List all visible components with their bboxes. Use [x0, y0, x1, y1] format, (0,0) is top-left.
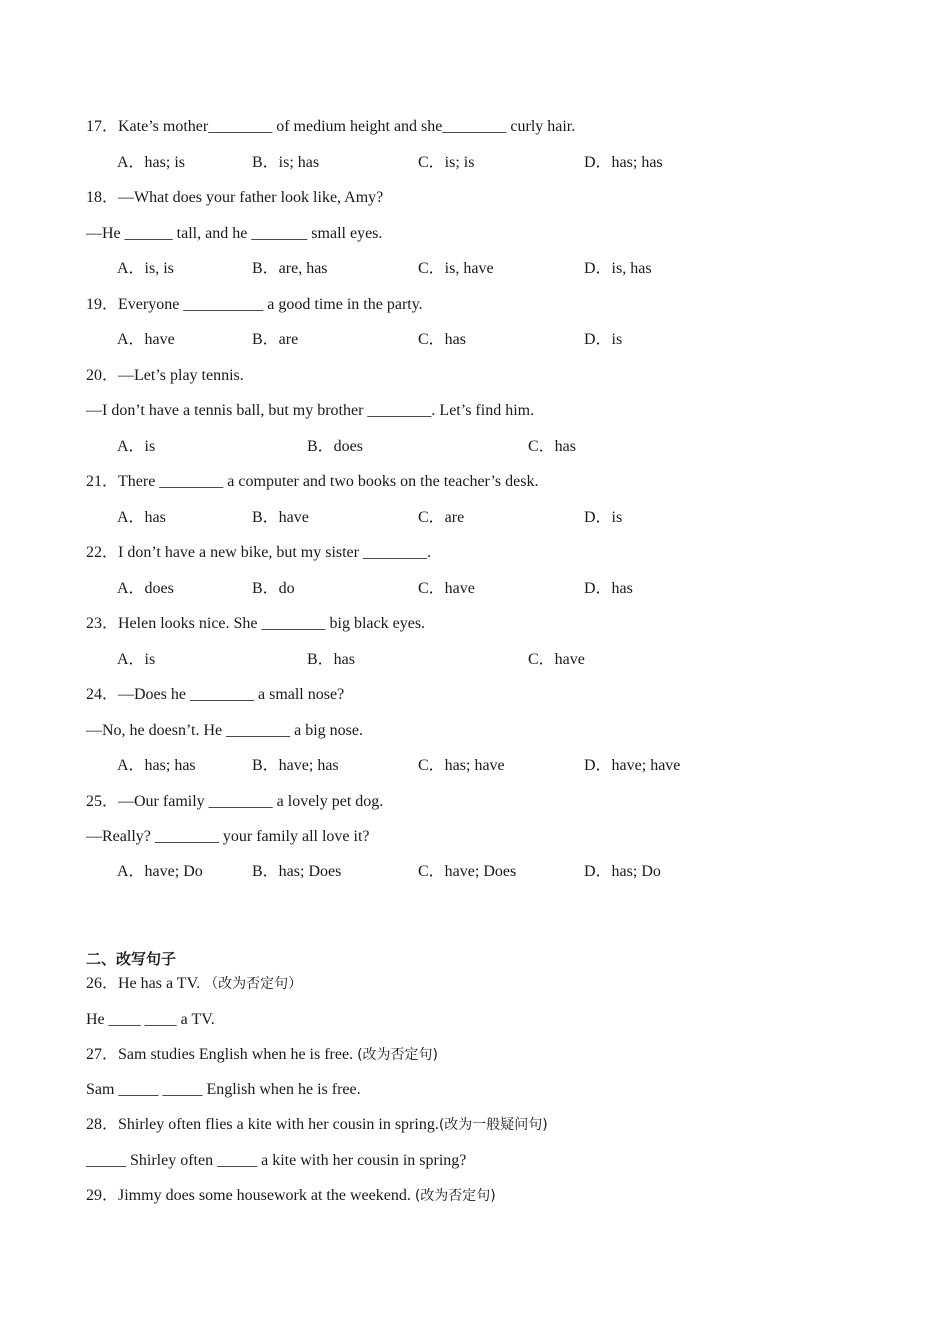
q19-option-b[interactable]: B．are: [252, 331, 299, 348]
question-24-stem: 24．—Does he ________ a small nose?: [86, 686, 345, 703]
q18-option-b[interactable]: B．are, has: [252, 260, 328, 277]
q17-option-a[interactable]: A．has; is: [117, 154, 186, 171]
q23-option-b[interactable]: B．has: [307, 651, 356, 668]
q25-option-c[interactable]: C．have; Does: [418, 863, 517, 880]
q17-option-d[interactable]: D．has; has: [584, 154, 663, 171]
q26-instruction: （改为否定句）: [204, 976, 303, 992]
q21-option-d[interactable]: D．is: [584, 509, 623, 526]
question-25-stem-2: —Really? ________ your family all love it?: [86, 828, 370, 845]
question-20-stem: 20．—Let’s play tennis.: [86, 367, 244, 384]
q20-option-a[interactable]: A．is: [117, 438, 156, 455]
q18-option-d[interactable]: D．is, has: [584, 260, 652, 277]
question-22-stem: 22．I don’t have a new bike, but my sister ________.: [86, 544, 431, 561]
q23-option-c[interactable]: C．have: [528, 651, 585, 668]
q21-option-a[interactable]: A．has: [117, 509, 166, 526]
q18-option-a[interactable]: A．is, is: [117, 260, 174, 277]
question-18-stem-2: —He ______ tall, and he _______ small eyes.: [86, 225, 383, 242]
q29-instruction: (改为否定句): [414, 1188, 496, 1204]
q20-option-b[interactable]: B．does: [307, 438, 364, 455]
q25-option-d[interactable]: D．has; Do: [584, 863, 661, 880]
question-19-stem: 19．Everyone __________ a good time in the party.: [86, 296, 423, 313]
question-25-stem: 25．—Our family ________ a lovely pet dog.: [86, 793, 384, 810]
q21-option-c[interactable]: C．are: [418, 509, 465, 526]
q21-option-b[interactable]: B．have: [252, 509, 309, 526]
q28-instruction: (改为一般疑问句): [438, 1117, 548, 1133]
question-20-stem-2: —I don’t have a tennis ball, but my brother ________. Let’s find him.: [86, 402, 535, 419]
q24-option-a[interactable]: A．has; has: [117, 757, 196, 774]
question-28-answer-line[interactable]: _____ Shirley often _____ a kite with her cousin in spring?: [86, 1152, 467, 1169]
question-24-stem-2: —No, he doesn’t. He ________ a big nose.: [86, 722, 363, 739]
question-28-stem: [86, 1115, 548, 1135]
q20-option-c[interactable]: C．has: [528, 438, 577, 455]
q24-option-b[interactable]: B．have; has: [252, 757, 339, 774]
q28-english: 28．Shirley often flies a kite with her cousin in spring.: [86, 1116, 439, 1133]
q23-option-a[interactable]: A．is: [117, 651, 156, 668]
question-27-answer-line[interactable]: Sam _____ _____ English when he is free.: [86, 1081, 361, 1098]
q22-option-d[interactable]: D．has: [584, 580, 633, 597]
question-23-stem: 23．Helen looks nice. She ________ big black eyes.: [86, 615, 426, 632]
q22-option-b[interactable]: B．do: [252, 580, 295, 597]
q24-option-c[interactable]: C．has; have: [418, 757, 505, 774]
q29-english: 29．Jimmy does some housework at the weekend.: [86, 1187, 415, 1204]
q22-option-a[interactable]: A．does: [117, 580, 174, 597]
question-26-stem: [86, 974, 302, 994]
q22-option-c[interactable]: C．have: [418, 580, 475, 597]
q19-option-a[interactable]: A．have: [117, 331, 175, 348]
question-27-stem: [86, 1045, 438, 1065]
q25-option-a[interactable]: A．have; Do: [117, 863, 203, 880]
q17-option-c[interactable]: C．is; is: [418, 154, 475, 171]
question-21-stem: 21．There ________ a computer and two books on the teacher’s desk.: [86, 473, 539, 490]
question-29-stem: [86, 1186, 496, 1206]
q19-option-d[interactable]: D．is: [584, 331, 623, 348]
question-17-stem: 17．Kate’s mother________ of medium height and she________ curly hair.: [86, 118, 576, 135]
section-2-title: 二、改写句子: [86, 950, 177, 968]
q19-option-c[interactable]: C．has: [418, 331, 467, 348]
q27-instruction: (改为否定句): [357, 1047, 439, 1063]
q24-option-d[interactable]: D．have; have: [584, 757, 681, 774]
question-18-stem: 18．—What does your father look like, Amy?: [86, 189, 384, 206]
q26-english: 26．He has a TV.: [86, 975, 205, 992]
q18-option-c[interactable]: C．is, have: [418, 260, 494, 277]
question-26-answer-line[interactable]: He ____ ____ a TV.: [86, 1011, 215, 1028]
q27-english: 27．Sam studies English when he is free.: [86, 1046, 358, 1063]
q25-option-b[interactable]: B．has; Does: [252, 863, 342, 880]
q17-option-b[interactable]: B．is; has: [252, 154, 320, 171]
